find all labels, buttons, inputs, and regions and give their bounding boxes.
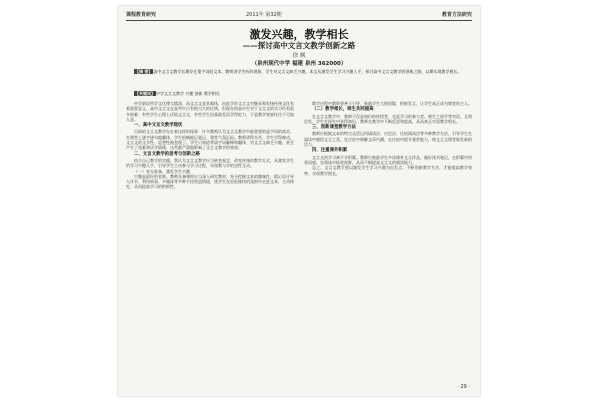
keywords-text: 中学文言文教学 兴趣 创新 教学相长 bbox=[156, 91, 220, 96]
body-column-right bbox=[304, 101, 472, 376]
body-paragraph: 教学过程中教师要善于引导，鼓励学生大胆质疑，积极发言，让学生真正成为课堂的主人。 bbox=[312, 101, 472, 106]
section-heading: （二）教学相长，师生共同提高 bbox=[312, 107, 374, 113]
body-paragraph: （一）充分准备，激发学生兴趣 bbox=[134, 168, 190, 174]
body-paragraph: 目前的文言文教学存在着这样的现象：许多教师认为文言文教学中最重要的是字词的落实，在课堂上逐字逐句地翻译，学生机械地记笔记，课堂气氛沉闷。教师讲得辛苦，学生学得被动，文言文的文学性、思想性被忽视了。学生只知道背诵字词解释和翻译，对文言文缺乏兴趣，甚至产生了畏难和厌学情绪，这些都严重地影响了文言文教学的效果。 bbox=[126, 129, 294, 151]
section-heading: 三、创新课堂教学方法 bbox=[312, 125, 356, 131]
article-title: 激发兴趣，教学相长 bbox=[249, 28, 349, 41]
author-affiliation: （泉州现代中学 福建 泉州 362000） bbox=[251, 61, 347, 67]
section-heading: 二、文言文教学的思考与创新之路 bbox=[134, 151, 200, 157]
keywords-label: 【关键词】 bbox=[135, 91, 155, 96]
body-paragraph: 文言文的学习离不开积累。教师应鼓励学生多读课外文言作品，做好读书笔记，在积累中培养语感，在阅读中拓宽视野，从而不断提高文言文的阅读能力。 bbox=[304, 154, 472, 165]
running-header bbox=[126, 11, 472, 21]
body-paragraph: 结合自己教学的实践，我认为文言文教学应当转变观念，改变传统的教学方式，从激发学生的学习兴趣入手，引导学生主动参与学习过程，实现教与学的良性互动。 bbox=[126, 157, 294, 169]
body-paragraph: 兴趣是最好的老师。教师在备课时应当深入研究教材，充分挖掘文本的趣味性，精心设计导入环节，利用故事、多媒体等多种手段营造情境，使学生在轻松愉快的氛围中走进文本，主动探究，从而提高学习的积极性。 bbox=[126, 173, 294, 190]
article-subtitle: ——探讨高中文言文教学创新之路 bbox=[242, 41, 356, 50]
page-number: · 29 · bbox=[457, 384, 470, 390]
body-paragraph: 在文言文教学中，教师不仅是知识的传授者，也是学习的参与者。师生之间平等对话、互相启发，学生在探究中获得知识，教师在教学中不断反思和提高，从而真正实现教学相长。 bbox=[304, 113, 472, 124]
issue-info: 2011年 第32期 bbox=[246, 12, 282, 18]
column-name: 教育方法研究 bbox=[441, 12, 472, 18]
journal-page bbox=[118, 6, 480, 396]
journal-name: 课程教育研究 bbox=[126, 12, 157, 18]
abstract bbox=[134, 69, 464, 74]
section-heading: 四、注重课外积累 bbox=[312, 148, 348, 154]
author-name: 徐 枫 bbox=[292, 53, 306, 59]
abstract-label: 【摘 要】 bbox=[135, 69, 153, 74]
body-paragraph: 中学阶段所学文化博大精深，而文言文是其载体，因此学好文言文对继承和发扬传统文化有着重要意义。高中文言文在高考中占有相当大的比例，但现在的高中生对于文言文的学习仍有很多困难：有些学生心理上厌烦文言文，有些学生因基础差而学得吃力，于是教学效果往往不尽如人意。 bbox=[126, 101, 294, 122]
body-column-left bbox=[126, 101, 294, 376]
keywords bbox=[134, 91, 464, 96]
body-paragraph: 总之，文言文教学要以激发学生学习兴趣为出发点，不断创新教学方法，才能提高教学效率，实现教学相长。 bbox=[304, 165, 472, 176]
abstract-text: 高中文言文教学长期存在重字词轻文本、教师讲学生听的现象，学生对文言文缺乏兴趣。本文从激发学生学习兴趣入手，探讨高中文言文教学的创新之路，以期实现教学相长。 bbox=[153, 69, 462, 74]
body-paragraph: 教师应根据文本的特点灵活运用诵读法、讨论法、比较阅读法等多种教学方法，引导学生在诵读中感悟文言之美，在讨论中理解文章内涵，在比较中提升鉴赏能力，使文言文课堂焕发新的活力。 bbox=[304, 131, 472, 148]
section-heading: 一、高中文言文教学现状 bbox=[134, 123, 183, 129]
